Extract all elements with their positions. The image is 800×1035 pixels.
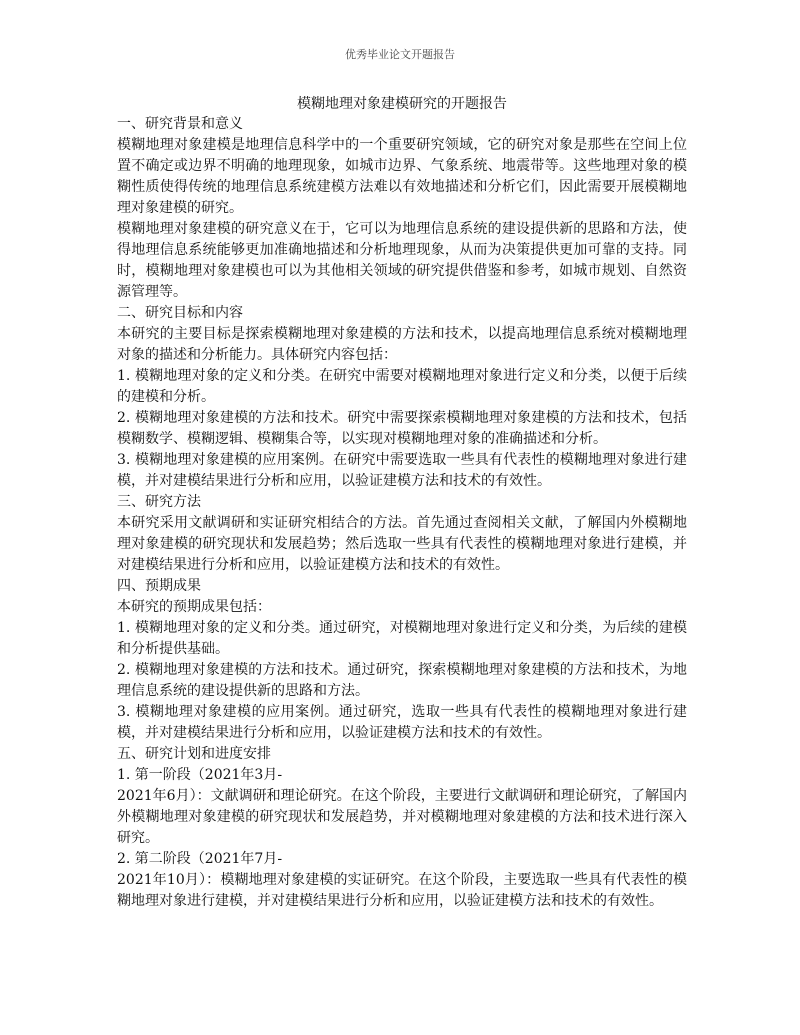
section-heading: 一、研究背景和意义 [117,116,243,132]
list-item: 1. 第一阶段（2021年3月- [117,767,283,783]
paragraph: 本研究采用文献调研和实证研究相结合的方法。首先通过查阅相关文献，了解国内外模糊地理对象建模的研究现状和发展趋势；然后选取一些具有代表性的模糊地理对象进行建模，并对建模结果进行分析和应用，以验证建模方法和技术的有效性。 [117,515,687,573]
paragraph: 2021年10月）：模糊地理对象建模的实证研究。在这个阶段，主要选取一些具有代表性的模糊地理对象进行建模，并对建模结果进行分析和应用，以验证建模方法和技术的有效性。 [117,872,687,909]
section-heading: 二、研究目标和内容 [117,305,243,321]
document-body [117,94,687,912]
list-item: 3. 模糊地理对象建模的应用案例。通过研究，选取一些具有代表性的模糊地理对象进行建模，并对建模结果进行分析和应用，以验证建模方法和技术的有效性。 [117,704,687,741]
list-item: 1. 模糊地理对象的定义和分类。通过研究，对模糊地理对象进行定义和分类，为后续的建模和分析提供基础。 [117,620,687,657]
list-item: 2. 模糊地理对象建模的方法和技术。研究中需要探索模糊地理对象建模的方法和技术，包括模糊数学、模糊逻辑、模糊集合等，以实现对模糊地理对象的准确描述和分析。 [117,410,687,447]
list-item: 3. 模糊地理对象建模的应用案例。在研究中需要选取一些具有代表性的模糊地理对象进行建模，并对建模结果进行分析和应用，以验证建模方法和技术的有效性。 [117,452,687,489]
section-heading: 五、研究计划和进度安排 [117,746,271,762]
paragraph: 本研究的预期成果包括： [117,599,271,615]
document-title: 模糊地理对象建模研究的开题报告 [297,96,507,112]
list-item: 2. 第二阶段（2021年7月- [117,851,283,867]
page-header: 优秀毕业论文开题报告 [345,48,455,61]
section-heading: 三、研究方法 [117,494,201,510]
list-item: 2. 模糊地理对象建模的方法和技术。通过研究，探索模糊地理对象建模的方法和技术，为地理信息系统的建设提供新的思路和方法。 [117,662,687,699]
paragraph: 本研究的主要目标是探索模糊地理对象建模的方法和技术，以提高地理信息系统对模糊地理对象的描述和分析能力。具体研究内容包括： [117,326,687,363]
paragraph: 模糊地理对象建模的研究意义在于，它可以为地理信息系统的建设提供新的思路和方法，使得地理信息系统能够更加准确地描述和分析地理现象，从而为决策提供更加可靠的支持。同时，模糊地理对象建模也可以为其他相关领域的研究提供借鉴和参考，如城市规划、自然资源管理等。 [117,221,687,300]
list-item: 1. 模糊地理对象的定义和分类。在研究中需要对模糊地理对象进行定义和分类，以便于后续的建模和分析。 [117,368,687,405]
paragraph: 模糊地理对象建模是地理信息科学中的一个重要研究领域，它的研究对象是那些在空间上位置不确定或边界不明确的地理现象，如城市边界、气象系统、地震带等。这些地理对象的模糊性质使得传统的地理信息系统建模方法难以有效地描述和分析它们，因此需要开展模糊地理对象建模的研究。 [117,137,687,216]
section-heading: 四、预期成果 [117,578,201,594]
paragraph: 2021年6月）：文献调研和理论研究。在这个阶段，主要进行文献调研和理论研究，了解国内外模糊地理对象建模的研究现状和发展趋势，并对模糊地理对象建模的方法和技术进行深入研究。 [117,788,687,846]
